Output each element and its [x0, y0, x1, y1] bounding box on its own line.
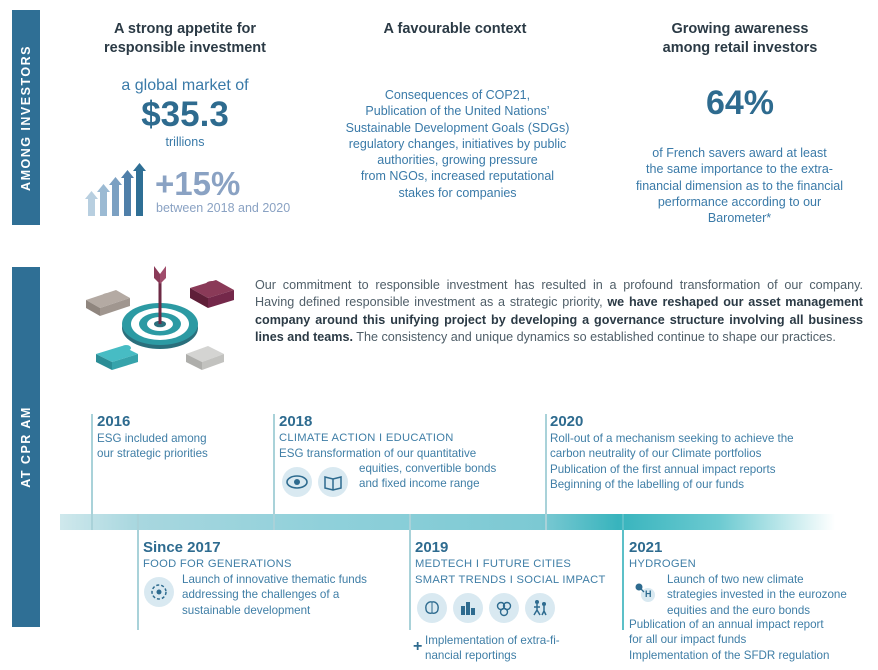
- awareness-title: Growing awareness among retail investors: [662, 21, 818, 56]
- sidebar-at-cpr-am: [12, 267, 40, 627]
- hydrogen-icon: [632, 578, 660, 606]
- tag-2021: HYDROGEN: [629, 558, 697, 570]
- book-icon: [318, 467, 348, 497]
- connector-2021: [622, 514, 624, 630]
- social-impact-icon: [525, 593, 555, 623]
- tag-since-2017: FOOD FOR GENERATIONS: [143, 558, 292, 570]
- year-2018: 2018: [279, 413, 313, 430]
- text-2018: equities, convertible bonds and fixed income range: [359, 462, 497, 491]
- puzzle-piece-light-icon: [186, 346, 224, 370]
- text-2020: Roll-out of a mechanism seeking to achieve the carbon neutrality of our Climate portfolios Publication of the first annual impact reports Beginning of the labelling of our funds: [550, 432, 794, 491]
- market-amount: $35.3: [141, 95, 229, 134]
- sidebar-among-investors: [12, 10, 40, 225]
- context-text: Consequences of COP21, Publication of the United Nations’ Sustainable Development Goals (SDGs) regulatory changes, initiatives by public authorities, growing pressure from NGOs, increased reputational stakes for companies: [345, 88, 570, 200]
- growth-percent: +15%: [155, 165, 241, 202]
- year-2019: 2019: [415, 539, 449, 556]
- appetite-title: A strong appetite for responsible investment: [104, 21, 266, 56]
- connector-2020: [545, 414, 547, 530]
- tags-2018: CLIMATE ACTION I EDUCATION: [279, 432, 454, 444]
- text-2016: ESG included among our strategic priorities: [97, 432, 208, 461]
- year-2016: 2016: [97, 413, 131, 430]
- growth-period: between 2018 and 2020: [156, 201, 291, 215]
- target-puzzle-illustration: [78, 262, 243, 380]
- year-2021: 2021: [629, 539, 663, 556]
- awareness-percent: 64%: [705, 84, 775, 122]
- food-icon: [144, 577, 174, 607]
- awareness-text: of French savers award at least the same importance to the extra- financial dimension as to the financial performance according to our Barometer*: [635, 146, 844, 226]
- text-2019: Implementation of extra-fi- nancial reportings: [425, 634, 560, 663]
- text-2021: Publication of an annual impact report for all our impact funds Implementation of the SFDR regulation: [629, 618, 830, 662]
- market-prefix: a global market of: [121, 77, 249, 94]
- puzzle-piece-bordeaux-icon: [190, 280, 234, 308]
- growth-arrows-icon: [84, 162, 152, 216]
- year-since-2017: Since 2017: [143, 539, 221, 556]
- smart-trends-icon: [489, 593, 519, 623]
- eye-icon: [282, 467, 312, 497]
- connector-2019: [409, 514, 411, 630]
- tags-2019-row2: SMART TRENDS I SOCIAL IMPACT: [415, 574, 606, 586]
- future-cities-icon: [453, 593, 483, 623]
- puzzle-piece-grey-icon: [86, 290, 130, 316]
- connector-2018: [273, 414, 275, 530]
- sidebar-label-cpr: AT CPR AM: [19, 406, 33, 488]
- timeline-bar: [60, 514, 835, 530]
- sidebar-label-investors: AMONG INVESTORS: [19, 44, 33, 191]
- hydrogen-letter: H: [645, 589, 652, 599]
- text-2018-line1: ESG transformation of our quantitative: [279, 447, 477, 460]
- market-unit: trillions: [165, 135, 205, 149]
- connector-2016: [91, 414, 93, 530]
- plus-icon: +: [413, 638, 423, 655]
- commitment-paragraph: Our commitment to responsible investment has resulted in a profound transformation of our company. Having defined responsible investment as a strategic priority, we have reshaped our asset management company around this unifying project by developing a governance structure involving all business lines and teams. The consistency and unique dynamics so established continue to shape our practices.: [255, 278, 863, 344]
- puzzle-piece-teal-icon: [96, 345, 138, 370]
- medtech-brain-icon: [417, 593, 447, 623]
- connector-2017: [137, 514, 139, 630]
- text-2021-indented: Launch of two new climate strategies invested in the eurozone equities and the euro bonds: [667, 573, 847, 617]
- tags-2019-row1: MEDTECH I FUTURE CITIES: [415, 558, 572, 570]
- year-2020: 2020: [550, 413, 584, 430]
- text-since-2017: Launch of innovative thematic funds addressing the challenges of a sustainable development: [182, 573, 367, 617]
- context-title: A favourable context: [383, 21, 527, 37]
